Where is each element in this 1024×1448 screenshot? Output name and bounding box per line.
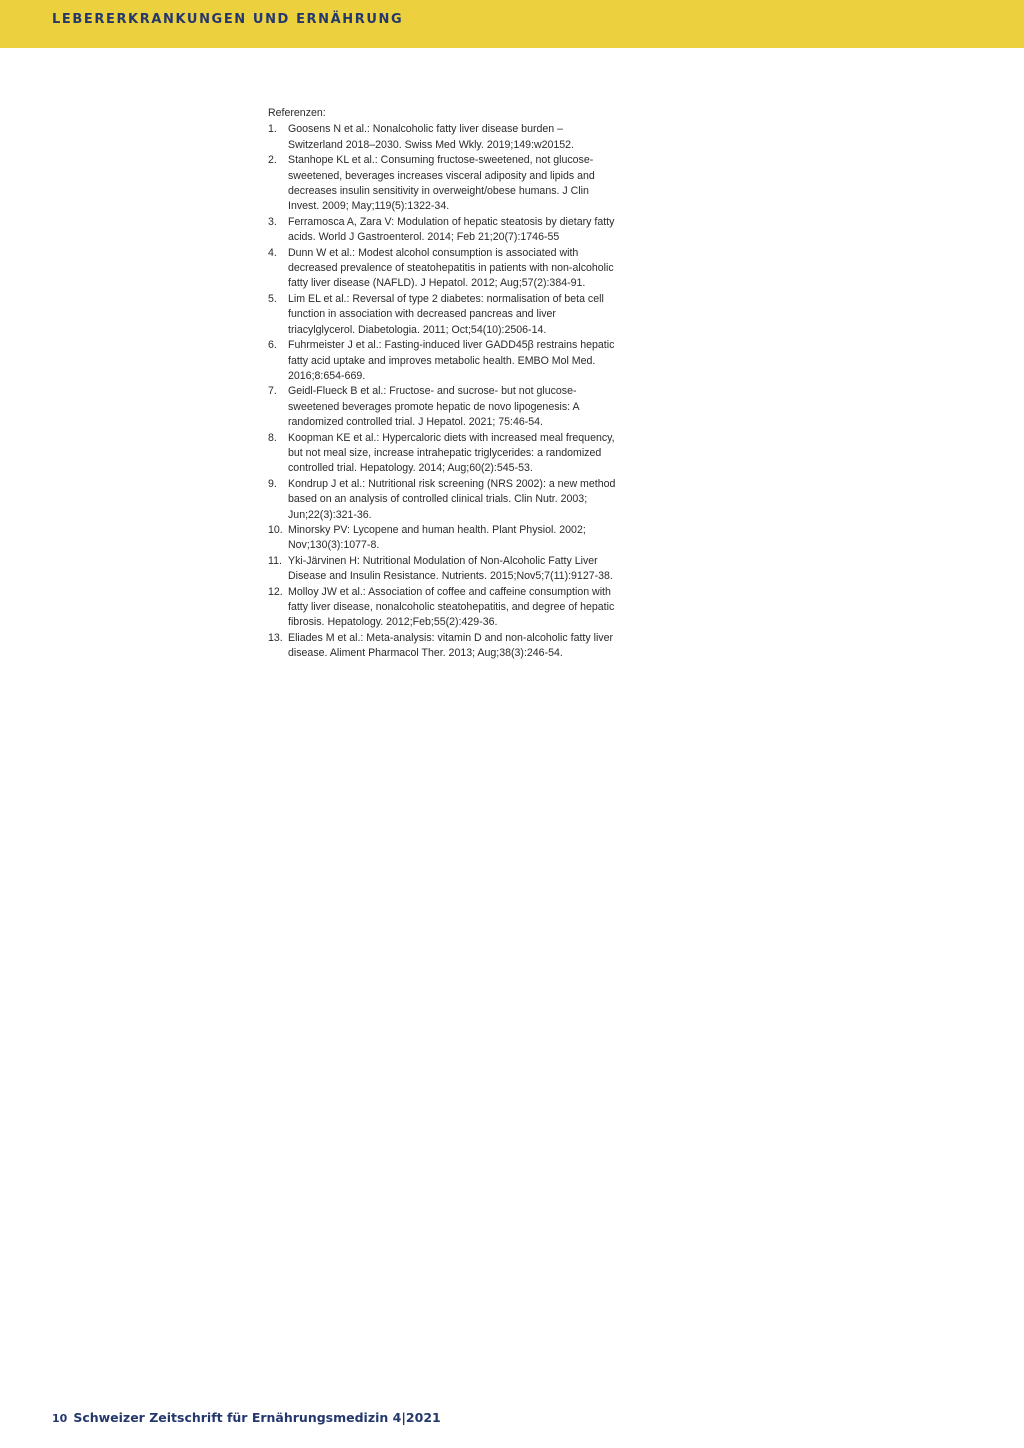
reference-text: Molloy JW et al.: Association of coffee and caffeine consumption with fatty liver disease, nonalcoholic steatohepatitis, and degree of hepatic fibrosis. Hepatology. 2012;Feb;55(2):429-36. — [288, 585, 615, 629]
reference-text: Stanhope KL et al.: Consuming fructose-sweetened, not glucose-sweetened, beverages increases visceral adiposity and lipids and decreases insulin sensitivity in overweight/obese humans. J Clin Invest. 2009; May;119(5):1322-34. — [288, 154, 595, 213]
reference-item — [268, 431, 618, 477]
references-heading: Referenzen: — [268, 107, 326, 119]
reference-item — [268, 631, 618, 662]
reference-number: 3. — [268, 215, 277, 228]
reference-number: 12. — [268, 585, 283, 598]
reference-item — [268, 292, 618, 338]
reference-number: 6. — [268, 339, 277, 352]
reference-text: Kondrup J et al.: Nutritional risk screening (NRS 2002): a new method based on an analysis of controlled clinical trials. Clin Nutr. 2003; Jun;22(3):321-36. — [288, 477, 616, 521]
reference-number: 9. — [268, 477, 277, 490]
reference-item — [268, 384, 618, 430]
reference-item — [268, 122, 618, 153]
references-list — [268, 122, 618, 661]
section-title: LEBERERKRANKUNGEN UND ERNÄHRUNG — [52, 12, 404, 27]
reference-number: 1. — [268, 123, 277, 136]
reference-item — [268, 585, 618, 631]
reference-text: Geidl-Flueck B et al.: Fructose- and sucrose- but not glucose-sweetened beverages promote hepatic de novo lipogenesis: A randomized controlled trial. J Hepatol. 2021; 75:46-54. — [288, 385, 579, 429]
reference-number: 13. — [268, 631, 283, 644]
journal-name: Schweizer Zeitschrift für Ernährungsmedizin 4|2021 — [73, 1410, 441, 1425]
reference-number: 5. — [268, 292, 277, 305]
reference-item — [268, 338, 618, 384]
reference-item — [268, 523, 618, 554]
page-number: 10 — [52, 1412, 68, 1425]
reference-text: Goosens N et al.: Nonalcoholic fatty liver disease burden – Switzerland 2018–2030. Swiss Med Wkly. 2019;149:w20152. — [288, 123, 574, 151]
reference-item — [268, 153, 618, 215]
reference-item — [268, 477, 618, 523]
reference-text: Minorsky PV: Lycopene and human health. Plant Physiol. 2002; Nov;130(3):1077-8. — [288, 523, 586, 552]
reference-number: 2. — [268, 154, 277, 167]
reference-text: Eliades M et al.: Meta-analysis: vitamin D and non-alcoholic fatty liver disease. Aliment Pharmacol Ther. 2013; Aug;38(3):246-54. — [288, 631, 614, 660]
reference-text: Lim EL et al.: Reversal of type 2 diabetes: normalisation of beta cell function in association with decreased pancreas and liver triacylglycerol. Diabetologia. 2011; Oct;54(10):2506-14. — [288, 292, 604, 336]
reference-number: 7. — [268, 385, 277, 398]
reference-number: 8. — [268, 431, 277, 444]
reference-number: 11. — [268, 554, 282, 567]
reference-item — [268, 246, 618, 292]
reference-text: Koopman KE et al.: Hypercaloric diets with increased meal frequency, but not meal size, increase intrahepatic triglycerides: a randomized controlled trial. Hepatology. 2014; Aug;60(2):545-53. — [288, 431, 615, 475]
references-section — [268, 106, 618, 662]
reference-number: 4. — [268, 246, 277, 259]
reference-number: 10. — [268, 523, 283, 536]
reference-item — [268, 554, 618, 585]
reference-text: Yki-Järvinen H: Nutritional Modulation of Non-Alcoholic Fatty Liver Disease and Insulin Resistance. Nutrients. 2015;Nov5;7(11):9127-38. — [288, 554, 613, 583]
reference-text: Ferramosca A, Zara V: Modulation of hepatic steatosis by dietary fatty acids. World J Gastroenterol. 2014; Feb 21;20(7):1746-55 — [288, 215, 615, 244]
reference-text: Dunn W et al.: Modest alcohol consumption is associated with decreased prevalence of steatohepatitis in patients with non-alcoholic fatty liver disease (NAFLD). J Hepatol. 2012; Aug;57(2):384-91. — [288, 246, 614, 290]
reference-item — [268, 215, 618, 246]
reference-text: Fuhrmeister J et al.: Fasting-induced liver GADD45β restrains hepatic fatty acid uptake and improves metabolic health. EMBO Mol Med. 2016;8:654-669. — [288, 339, 615, 382]
header-band — [0, 0, 1024, 48]
page-footer — [52, 1410, 441, 1425]
